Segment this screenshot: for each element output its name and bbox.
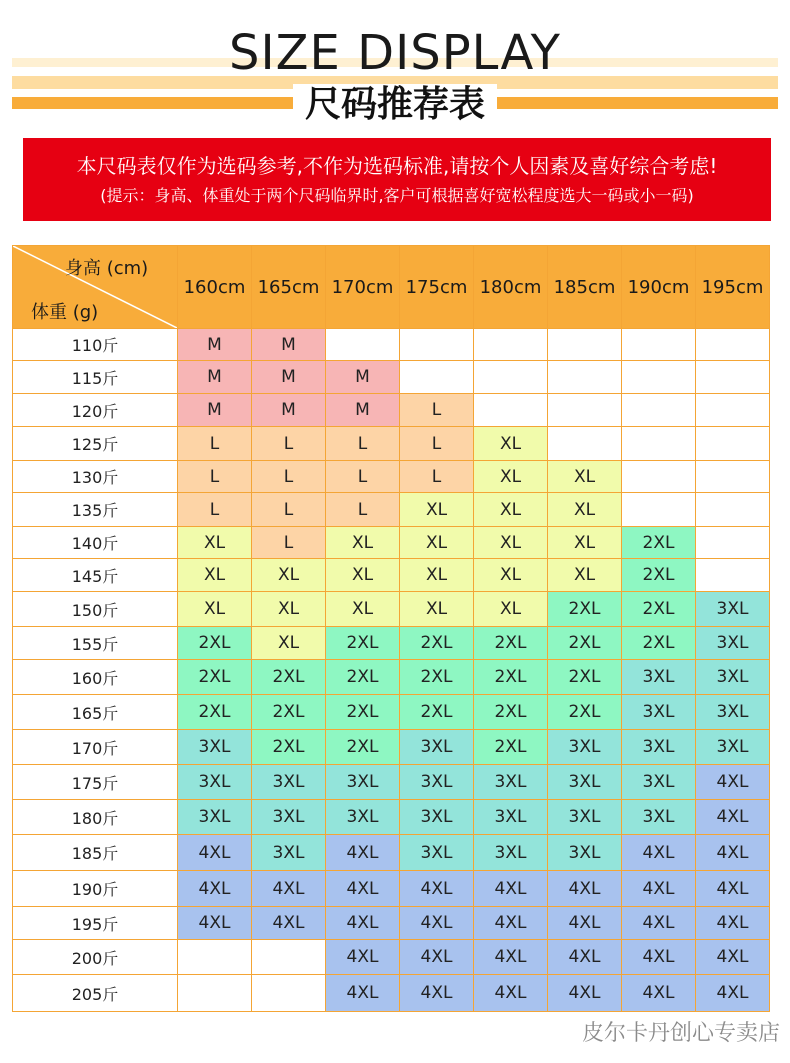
size-cell: XL bbox=[178, 592, 252, 627]
size-cell: L bbox=[400, 461, 474, 493]
size-cell: L bbox=[326, 427, 400, 461]
weight-cell: 160斤 bbox=[13, 660, 178, 695]
size-cell bbox=[622, 394, 696, 427]
size-cell: XL bbox=[400, 592, 474, 627]
size-cell: 4XL bbox=[622, 871, 696, 907]
size-cell: XL bbox=[548, 461, 622, 493]
size-cell: 2XL bbox=[474, 660, 548, 695]
weight-cell: 180斤 bbox=[13, 800, 178, 835]
weight-cell: 145斤 bbox=[13, 559, 178, 592]
size-cell: 2XL bbox=[400, 695, 474, 730]
table-row bbox=[13, 329, 770, 361]
size-cell: 3XL bbox=[696, 730, 770, 765]
weight-cell: 130斤 bbox=[13, 461, 178, 493]
size-cell bbox=[696, 527, 770, 559]
size-cell: 3XL bbox=[622, 730, 696, 765]
size-cell: 3XL bbox=[696, 660, 770, 695]
table-row bbox=[13, 871, 770, 907]
size-cell: XL bbox=[474, 427, 548, 461]
size-cell bbox=[178, 975, 252, 1012]
size-cell: L bbox=[178, 461, 252, 493]
size-cell: 2XL bbox=[622, 627, 696, 660]
size-cell bbox=[548, 361, 622, 394]
size-cell: 4XL bbox=[548, 975, 622, 1012]
size-cell: 4XL bbox=[474, 871, 548, 907]
size-cell: 4XL bbox=[400, 907, 474, 940]
size-cell: L bbox=[252, 427, 326, 461]
size-cell bbox=[622, 493, 696, 527]
size-cell: 2XL bbox=[400, 627, 474, 660]
size-cell: XL bbox=[474, 592, 548, 627]
size-cell bbox=[548, 427, 622, 461]
size-cell: 3XL bbox=[252, 800, 326, 835]
size-cell: 3XL bbox=[178, 765, 252, 800]
table-header-row bbox=[13, 246, 770, 329]
height-header-190cm: 190cm bbox=[622, 246, 696, 329]
size-cell: 3XL bbox=[696, 627, 770, 660]
size-cell: 3XL bbox=[178, 730, 252, 765]
weight-cell: 115斤 bbox=[13, 361, 178, 394]
table-row bbox=[13, 627, 770, 660]
size-cell: 4XL bbox=[326, 975, 400, 1012]
size-cell: L bbox=[400, 394, 474, 427]
size-cell bbox=[326, 329, 400, 361]
table-row bbox=[13, 660, 770, 695]
table-row bbox=[13, 427, 770, 461]
table-row bbox=[13, 361, 770, 394]
size-cell: 4XL bbox=[696, 765, 770, 800]
size-cell: 3XL bbox=[474, 835, 548, 871]
table-corner-cell bbox=[13, 246, 178, 329]
size-cell: 4XL bbox=[252, 871, 326, 907]
size-cell bbox=[622, 427, 696, 461]
weight-cell: 140斤 bbox=[13, 527, 178, 559]
size-cell: L bbox=[252, 461, 326, 493]
size-cell bbox=[252, 940, 326, 975]
size-cell: 3XL bbox=[622, 800, 696, 835]
size-cell: L bbox=[400, 427, 474, 461]
size-cell bbox=[474, 394, 548, 427]
size-cell: XL bbox=[178, 527, 252, 559]
size-cell: XL bbox=[400, 527, 474, 559]
size-cell: XL bbox=[548, 559, 622, 592]
size-cell: 2XL bbox=[622, 527, 696, 559]
size-cell: 3XL bbox=[548, 835, 622, 871]
size-cell: 4XL bbox=[696, 975, 770, 1012]
size-cell: M bbox=[252, 329, 326, 361]
table-row bbox=[13, 975, 770, 1012]
size-cell: 4XL bbox=[696, 800, 770, 835]
table-row bbox=[13, 940, 770, 975]
size-cell: 4XL bbox=[326, 871, 400, 907]
weight-cell: 200斤 bbox=[13, 940, 178, 975]
size-cell: 4XL bbox=[400, 975, 474, 1012]
size-cell: 3XL bbox=[696, 592, 770, 627]
size-cell: 4XL bbox=[548, 907, 622, 940]
size-cell: 2XL bbox=[178, 660, 252, 695]
table-row bbox=[13, 527, 770, 559]
table-row bbox=[13, 695, 770, 730]
size-cell: 4XL bbox=[696, 940, 770, 975]
weight-cell: 205斤 bbox=[13, 975, 178, 1012]
size-cell: 4XL bbox=[252, 907, 326, 940]
size-chart-table bbox=[12, 245, 770, 1012]
size-cell: L bbox=[252, 527, 326, 559]
size-cell: XL bbox=[474, 527, 548, 559]
size-cell: 2XL bbox=[252, 730, 326, 765]
size-cell: 4XL bbox=[326, 835, 400, 871]
size-cell: 2XL bbox=[178, 695, 252, 730]
size-cell bbox=[622, 461, 696, 493]
corner-weight-label: 体重 (g) bbox=[31, 302, 99, 323]
size-cell: 4XL bbox=[548, 871, 622, 907]
size-cell bbox=[548, 329, 622, 361]
table-row bbox=[13, 730, 770, 765]
size-cell bbox=[622, 361, 696, 394]
notice-banner bbox=[23, 138, 771, 221]
size-cell: 4XL bbox=[622, 835, 696, 871]
shop-name-watermark: 皮尔卡丹创心专卖店 bbox=[581, 1021, 780, 1046]
size-cell: M bbox=[326, 394, 400, 427]
size-cell: M bbox=[178, 329, 252, 361]
size-cell: 3XL bbox=[696, 695, 770, 730]
size-cell: 2XL bbox=[548, 695, 622, 730]
size-cell: 3XL bbox=[622, 660, 696, 695]
page-title-chinese bbox=[0, 80, 790, 130]
size-cell: 3XL bbox=[622, 695, 696, 730]
size-cell: 4XL bbox=[326, 940, 400, 975]
size-cell bbox=[400, 361, 474, 394]
size-cell: XL bbox=[548, 493, 622, 527]
size-cell: 4XL bbox=[474, 907, 548, 940]
weight-cell: 165斤 bbox=[13, 695, 178, 730]
size-cell: 2XL bbox=[326, 695, 400, 730]
size-cell bbox=[696, 329, 770, 361]
size-cell bbox=[400, 329, 474, 361]
height-header-170cm: 170cm bbox=[326, 246, 400, 329]
size-cell: 3XL bbox=[400, 835, 474, 871]
table-row bbox=[13, 592, 770, 627]
size-cell: 2XL bbox=[622, 559, 696, 592]
size-cell: 2XL bbox=[622, 592, 696, 627]
size-cell: 4XL bbox=[400, 871, 474, 907]
table-row bbox=[13, 461, 770, 493]
size-cell: L bbox=[326, 461, 400, 493]
table-row bbox=[13, 907, 770, 940]
size-cell bbox=[696, 394, 770, 427]
size-cell: 3XL bbox=[548, 730, 622, 765]
size-cell: 4XL bbox=[400, 940, 474, 975]
table-row bbox=[13, 765, 770, 800]
size-cell: 4XL bbox=[622, 940, 696, 975]
size-cell: 2XL bbox=[252, 660, 326, 695]
table-row bbox=[13, 394, 770, 427]
size-cell: XL bbox=[400, 493, 474, 527]
size-cell: 3XL bbox=[622, 765, 696, 800]
height-header-195cm: 195cm bbox=[696, 246, 770, 329]
size-cell: 3XL bbox=[326, 800, 400, 835]
size-cell: L bbox=[178, 493, 252, 527]
size-cell: 2XL bbox=[548, 592, 622, 627]
size-cell: XL bbox=[474, 559, 548, 592]
size-cell: 3XL bbox=[400, 765, 474, 800]
size-cell: 4XL bbox=[178, 871, 252, 907]
weight-cell: 150斤 bbox=[13, 592, 178, 627]
size-cell: 2XL bbox=[326, 730, 400, 765]
size-cell bbox=[178, 940, 252, 975]
size-cell: 3XL bbox=[474, 765, 548, 800]
weight-cell: 195斤 bbox=[13, 907, 178, 940]
table-row bbox=[13, 493, 770, 527]
size-cell: L bbox=[178, 427, 252, 461]
size-cell: 4XL bbox=[696, 835, 770, 871]
size-cell: 4XL bbox=[474, 940, 548, 975]
size-cell: 3XL bbox=[252, 765, 326, 800]
size-cell bbox=[696, 461, 770, 493]
size-cell: L bbox=[326, 493, 400, 527]
weight-cell: 190斤 bbox=[13, 871, 178, 907]
notice-line-1: 本尺码表仅作为选码参考,不作为选码标准,请按个人因素及喜好综合考虑! bbox=[76, 154, 718, 178]
height-header-175cm: 175cm bbox=[400, 246, 474, 329]
size-cell: XL bbox=[400, 559, 474, 592]
size-cell: 4XL bbox=[548, 940, 622, 975]
weight-cell: 125斤 bbox=[13, 427, 178, 461]
size-cell: 2XL bbox=[548, 660, 622, 695]
size-cell bbox=[622, 329, 696, 361]
height-header-165cm: 165cm bbox=[252, 246, 326, 329]
size-cell: L bbox=[252, 493, 326, 527]
size-cell: 3XL bbox=[400, 730, 474, 765]
size-cell: 4XL bbox=[696, 871, 770, 907]
size-cell: XL bbox=[474, 493, 548, 527]
size-cell: 3XL bbox=[178, 800, 252, 835]
size-cell: XL bbox=[178, 559, 252, 592]
size-cell: M bbox=[326, 361, 400, 394]
size-cell: 4XL bbox=[326, 907, 400, 940]
size-cell: 3XL bbox=[400, 800, 474, 835]
size-cell: 4XL bbox=[178, 835, 252, 871]
weight-cell: 175斤 bbox=[13, 765, 178, 800]
page-title-chinese-text: 尺码推荐表 bbox=[293, 84, 497, 125]
size-cell bbox=[696, 493, 770, 527]
size-cell: 3XL bbox=[252, 835, 326, 871]
size-cell: 2XL bbox=[178, 627, 252, 660]
size-cell: 3XL bbox=[548, 765, 622, 800]
size-cell: 2XL bbox=[474, 730, 548, 765]
size-cell: 2XL bbox=[326, 660, 400, 695]
weight-cell: 155斤 bbox=[13, 627, 178, 660]
size-cell: 4XL bbox=[696, 907, 770, 940]
size-cell: 4XL bbox=[622, 907, 696, 940]
size-cell: 2XL bbox=[474, 695, 548, 730]
notice-line-2: (提示：身高、体重处于两个尺码临界时,客户可根据喜好宽松程度选大一码或小一码) bbox=[100, 186, 694, 205]
size-cell: 4XL bbox=[474, 975, 548, 1012]
size-cell bbox=[474, 361, 548, 394]
size-cell: XL bbox=[326, 592, 400, 627]
size-cell: XL bbox=[326, 527, 400, 559]
size-cell: 3XL bbox=[474, 800, 548, 835]
size-cell: XL bbox=[474, 461, 548, 493]
height-header-185cm: 185cm bbox=[548, 246, 622, 329]
table-row bbox=[13, 800, 770, 835]
size-cell: XL bbox=[326, 559, 400, 592]
size-cell: 3XL bbox=[326, 765, 400, 800]
size-cell: XL bbox=[548, 527, 622, 559]
size-cell: XL bbox=[252, 559, 326, 592]
size-cell bbox=[548, 394, 622, 427]
table-row bbox=[13, 559, 770, 592]
size-cell: 2XL bbox=[474, 627, 548, 660]
size-cell: 3XL bbox=[548, 800, 622, 835]
weight-cell: 110斤 bbox=[13, 329, 178, 361]
size-cell: 4XL bbox=[178, 907, 252, 940]
height-header-180cm: 180cm bbox=[474, 246, 548, 329]
size-cell bbox=[696, 559, 770, 592]
size-cell bbox=[696, 427, 770, 461]
weight-cell: 170斤 bbox=[13, 730, 178, 765]
size-cell: M bbox=[178, 394, 252, 427]
weight-cell: 135斤 bbox=[13, 493, 178, 527]
size-cell: M bbox=[178, 361, 252, 394]
size-cell: XL bbox=[252, 592, 326, 627]
weight-cell: 120斤 bbox=[13, 394, 178, 427]
size-cell: M bbox=[252, 394, 326, 427]
weight-cell: 185斤 bbox=[13, 835, 178, 871]
size-cell: 2XL bbox=[400, 660, 474, 695]
size-cell: 2XL bbox=[326, 627, 400, 660]
size-cell bbox=[252, 975, 326, 1012]
size-cell bbox=[474, 329, 548, 361]
size-cell: 2XL bbox=[252, 695, 326, 730]
size-cell bbox=[696, 361, 770, 394]
size-cell: M bbox=[252, 361, 326, 394]
table-row bbox=[13, 835, 770, 871]
table-body bbox=[13, 329, 770, 1012]
page-title-english: SIZE DISPLAY bbox=[229, 25, 561, 81]
corner-height-label: 身高 (cm) bbox=[65, 258, 149, 279]
size-cell: 2XL bbox=[548, 627, 622, 660]
height-header-160cm: 160cm bbox=[178, 246, 252, 329]
size-cell: XL bbox=[252, 627, 326, 660]
size-cell: 4XL bbox=[622, 975, 696, 1012]
